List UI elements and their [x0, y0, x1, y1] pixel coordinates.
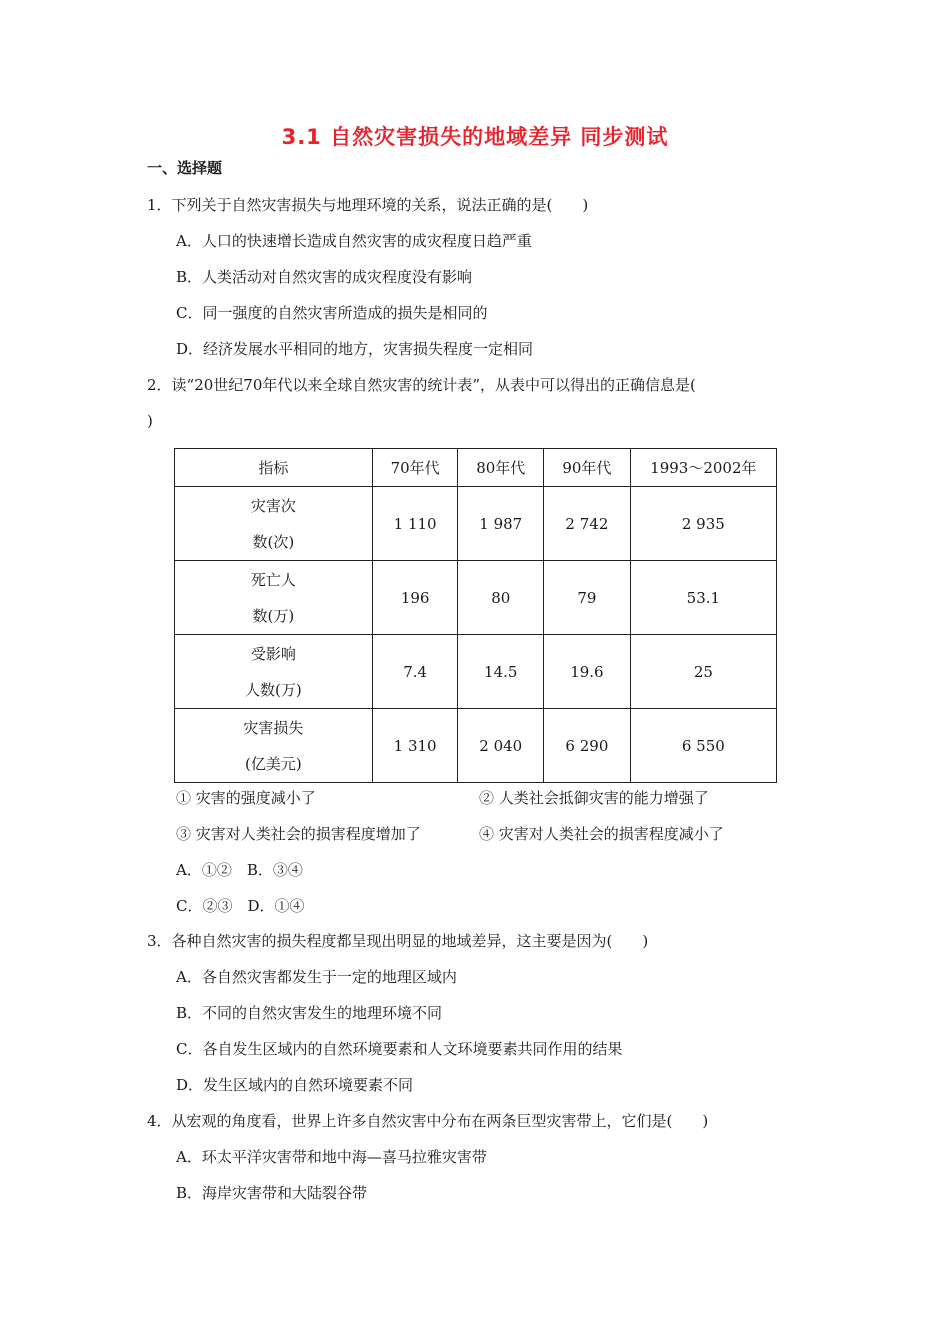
question-3-option-d: D．发生区域内的自然环境要素不同 — [176, 1076, 414, 1094]
statement-3: ③ 灾害对人类社会的损害程度增加了 — [176, 825, 421, 843]
question-4-option-a: A．环太平洋灾害带和地中海—喜马拉雅灾害带 — [176, 1148, 487, 1166]
table-cell: 79 — [544, 561, 631, 635]
row-label — [175, 635, 373, 709]
question-1-option-d: D．经济发展水平相同的地方，灾害损失程度一定相同 — [176, 340, 534, 358]
question-3-stem: 3．各种自然灾害的损失程度都呈现出明显的地域差异，这主要是因为( ) — [147, 932, 649, 950]
table-cell: 2 742 — [544, 487, 631, 561]
question-3-option-b: B．不同的自然灾害发生的地理环境不同 — [176, 1004, 443, 1022]
question-3-option-a: A．各自然灾害都发生于一定的地理区域内 — [176, 968, 457, 986]
table-cell: 25 — [630, 635, 776, 709]
table-cell: 196 — [372, 561, 458, 635]
table-cell: 1 987 — [458, 487, 544, 561]
table-cell: 1 310 — [372, 709, 458, 783]
table-cell: 53.1 — [630, 561, 776, 635]
row-label-line: 灾害损失 — [243, 718, 304, 737]
table-header-cell: 70年代 — [372, 449, 458, 487]
table-cell: 1 110 — [372, 487, 458, 561]
table-cell: 7.4 — [372, 635, 458, 709]
question-1-option-c: C．同一强度的自然灾害所造成的损失是相同的 — [176, 304, 488, 322]
table-cell: 6 550 — [630, 709, 776, 783]
row-label — [175, 487, 373, 561]
row-label-line: 受影响 — [250, 644, 296, 663]
question-1-stem: 1．下列关于自然灾害损失与地理环境的关系，说法正确的是( ) — [147, 196, 589, 214]
question-3-option-c: C．各自发生区域内的自然环境要素和人文环境要素共同作用的结果 — [176, 1040, 623, 1058]
question-1-option-b: B．人类活动对自然灾害的成灾程度没有影响 — [176, 268, 473, 286]
row-label-line: 数(次) — [252, 532, 295, 551]
page-title: 3.1 自然灾害损失的地域差异 同步测试 — [281, 125, 669, 149]
table-cell: 19.6 — [544, 635, 631, 709]
question-4-option-b: B．海岸灾害带和大陆裂谷带 — [176, 1184, 368, 1202]
row-label-line: (亿美元) — [245, 754, 302, 773]
table-row — [175, 635, 777, 709]
table-cell: 2 040 — [458, 709, 544, 783]
question-2-options-ab: A．①② B．③④ — [176, 861, 303, 879]
table-cell: 80 — [458, 561, 544, 635]
question-2-stem-continued: ) — [147, 412, 153, 430]
row-label-line: 数(万) — [252, 606, 295, 625]
table-cell: 2 935 — [630, 487, 776, 561]
table-header-cell: 1993～2002年 — [630, 449, 776, 487]
table-header-row — [175, 449, 777, 487]
row-label — [175, 709, 373, 783]
section-heading: 一、选择题 — [147, 159, 223, 177]
statement-1: ① 灾害的强度减小了 — [176, 789, 316, 807]
table-cell: 14.5 — [458, 635, 544, 709]
row-label-line: 死亡人 — [250, 570, 296, 589]
table-row — [175, 709, 777, 783]
table-header-cell: 指标 — [175, 449, 373, 487]
question-1-option-a: A．人口的快速增长造成自然灾害的成灾程度日趋严重 — [176, 232, 532, 250]
table-cell: 6 290 — [544, 709, 631, 783]
table-row — [175, 561, 777, 635]
question-2-options-cd: C．②③ D．①④ — [176, 897, 305, 915]
row-label-line: 人数(万) — [245, 680, 302, 699]
table-row — [175, 487, 777, 561]
statement-2: ② 人类社会抵御灾害的能力增强了 — [479, 789, 709, 807]
question-2-stem: 2．读“20世纪70年代以来全球自然灾害的统计表”，从表中可以得出的正确信息是( — [147, 376, 696, 394]
statement-4: ④ 灾害对人类社会的损害程度减小了 — [479, 825, 724, 843]
disaster-statistics-table — [174, 448, 777, 783]
question-4-stem: 4．从宏观的角度看，世界上许多自然灾害中分布在两条巨型灾害带上，它们是( ) — [147, 1112, 709, 1130]
table-header-cell: 80年代 — [458, 449, 544, 487]
table-header-cell: 90年代 — [544, 449, 631, 487]
row-label — [175, 561, 373, 635]
row-label-line: 灾害次 — [250, 496, 296, 515]
